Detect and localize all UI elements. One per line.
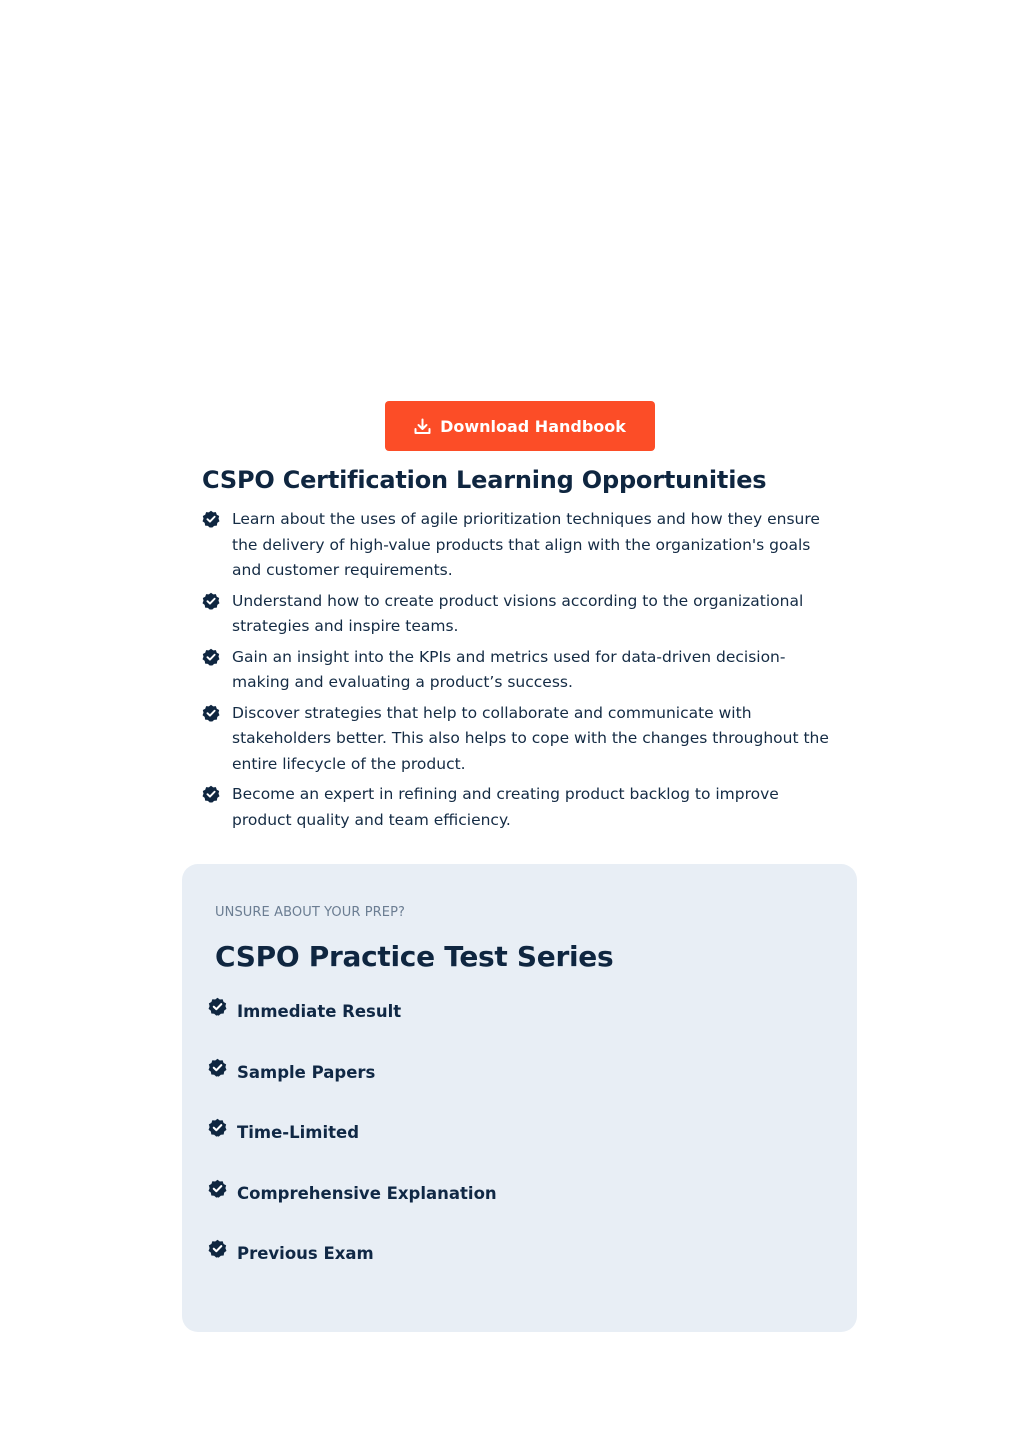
practice-title: CSPO Practice Test Series — [215, 940, 614, 973]
download-handbook-label: Download Handbook — [440, 416, 626, 436]
learning-title: CSPO Certification Learning Opportunities — [202, 466, 767, 494]
feature-label: Immediate Result — [237, 1002, 402, 1021]
badge-check-icon — [202, 704, 220, 731]
badge-check-icon — [208, 1118, 227, 1141]
badge-check-icon — [208, 1058, 227, 1081]
list-item — [202, 701, 842, 778]
list-item — [202, 782, 842, 833]
feature-item — [208, 1123, 359, 1142]
download-handbook-button[interactable] — [385, 401, 655, 451]
feature-label: Time-Limited — [237, 1123, 360, 1142]
learning-item-text: Understand how to create product visions according to the organizational strategies and inspire teams. — [232, 591, 804, 635]
badge-check-icon — [202, 510, 220, 537]
badge-check-icon — [208, 1239, 227, 1262]
list-item — [202, 645, 842, 696]
feature-item — [208, 1244, 374, 1263]
learning-list — [202, 507, 842, 833]
feature-item — [208, 1002, 401, 1021]
badge-check-icon — [208, 997, 227, 1020]
badge-check-icon — [202, 785, 220, 812]
learning-item-text: Discover strategies that help to collaborate and communicate with stakeholders better. This also helps to cope with the changes throughout the entire lifecycle of the product. — [232, 703, 829, 773]
learning-item-text: Learn about the uses of agile prioritization techniques and how they ensure the delivery of high-value products that align with the organization's goals and customer requirements. — [232, 510, 820, 579]
learning-item-text: Become an expert in refining and creating product backlog to improve product quality and team efficiency. — [232, 785, 779, 829]
feature-item — [208, 1184, 497, 1203]
feature-label: Comprehensive Explanation — [237, 1184, 497, 1203]
learning-opportunities-section — [202, 464, 842, 838]
feature-item — [208, 1063, 375, 1082]
download-icon — [414, 418, 431, 435]
practice-test-card — [182, 864, 857, 1332]
badge-check-icon — [208, 1179, 227, 1202]
feature-label: Sample Papers — [237, 1063, 376, 1082]
feature-label: Previous Exam — [237, 1244, 374, 1263]
learning-item-text: Gain an insight into the KPIs and metrics used for data-driven decision-making and evaluating a product’s success. — [232, 647, 786, 691]
list-item — [202, 507, 842, 584]
badge-check-icon — [202, 592, 220, 619]
list-item — [202, 589, 842, 640]
practice-eyebrow: UNSURE ABOUT YOUR PREP? — [215, 905, 406, 920]
badge-check-icon — [202, 648, 220, 675]
